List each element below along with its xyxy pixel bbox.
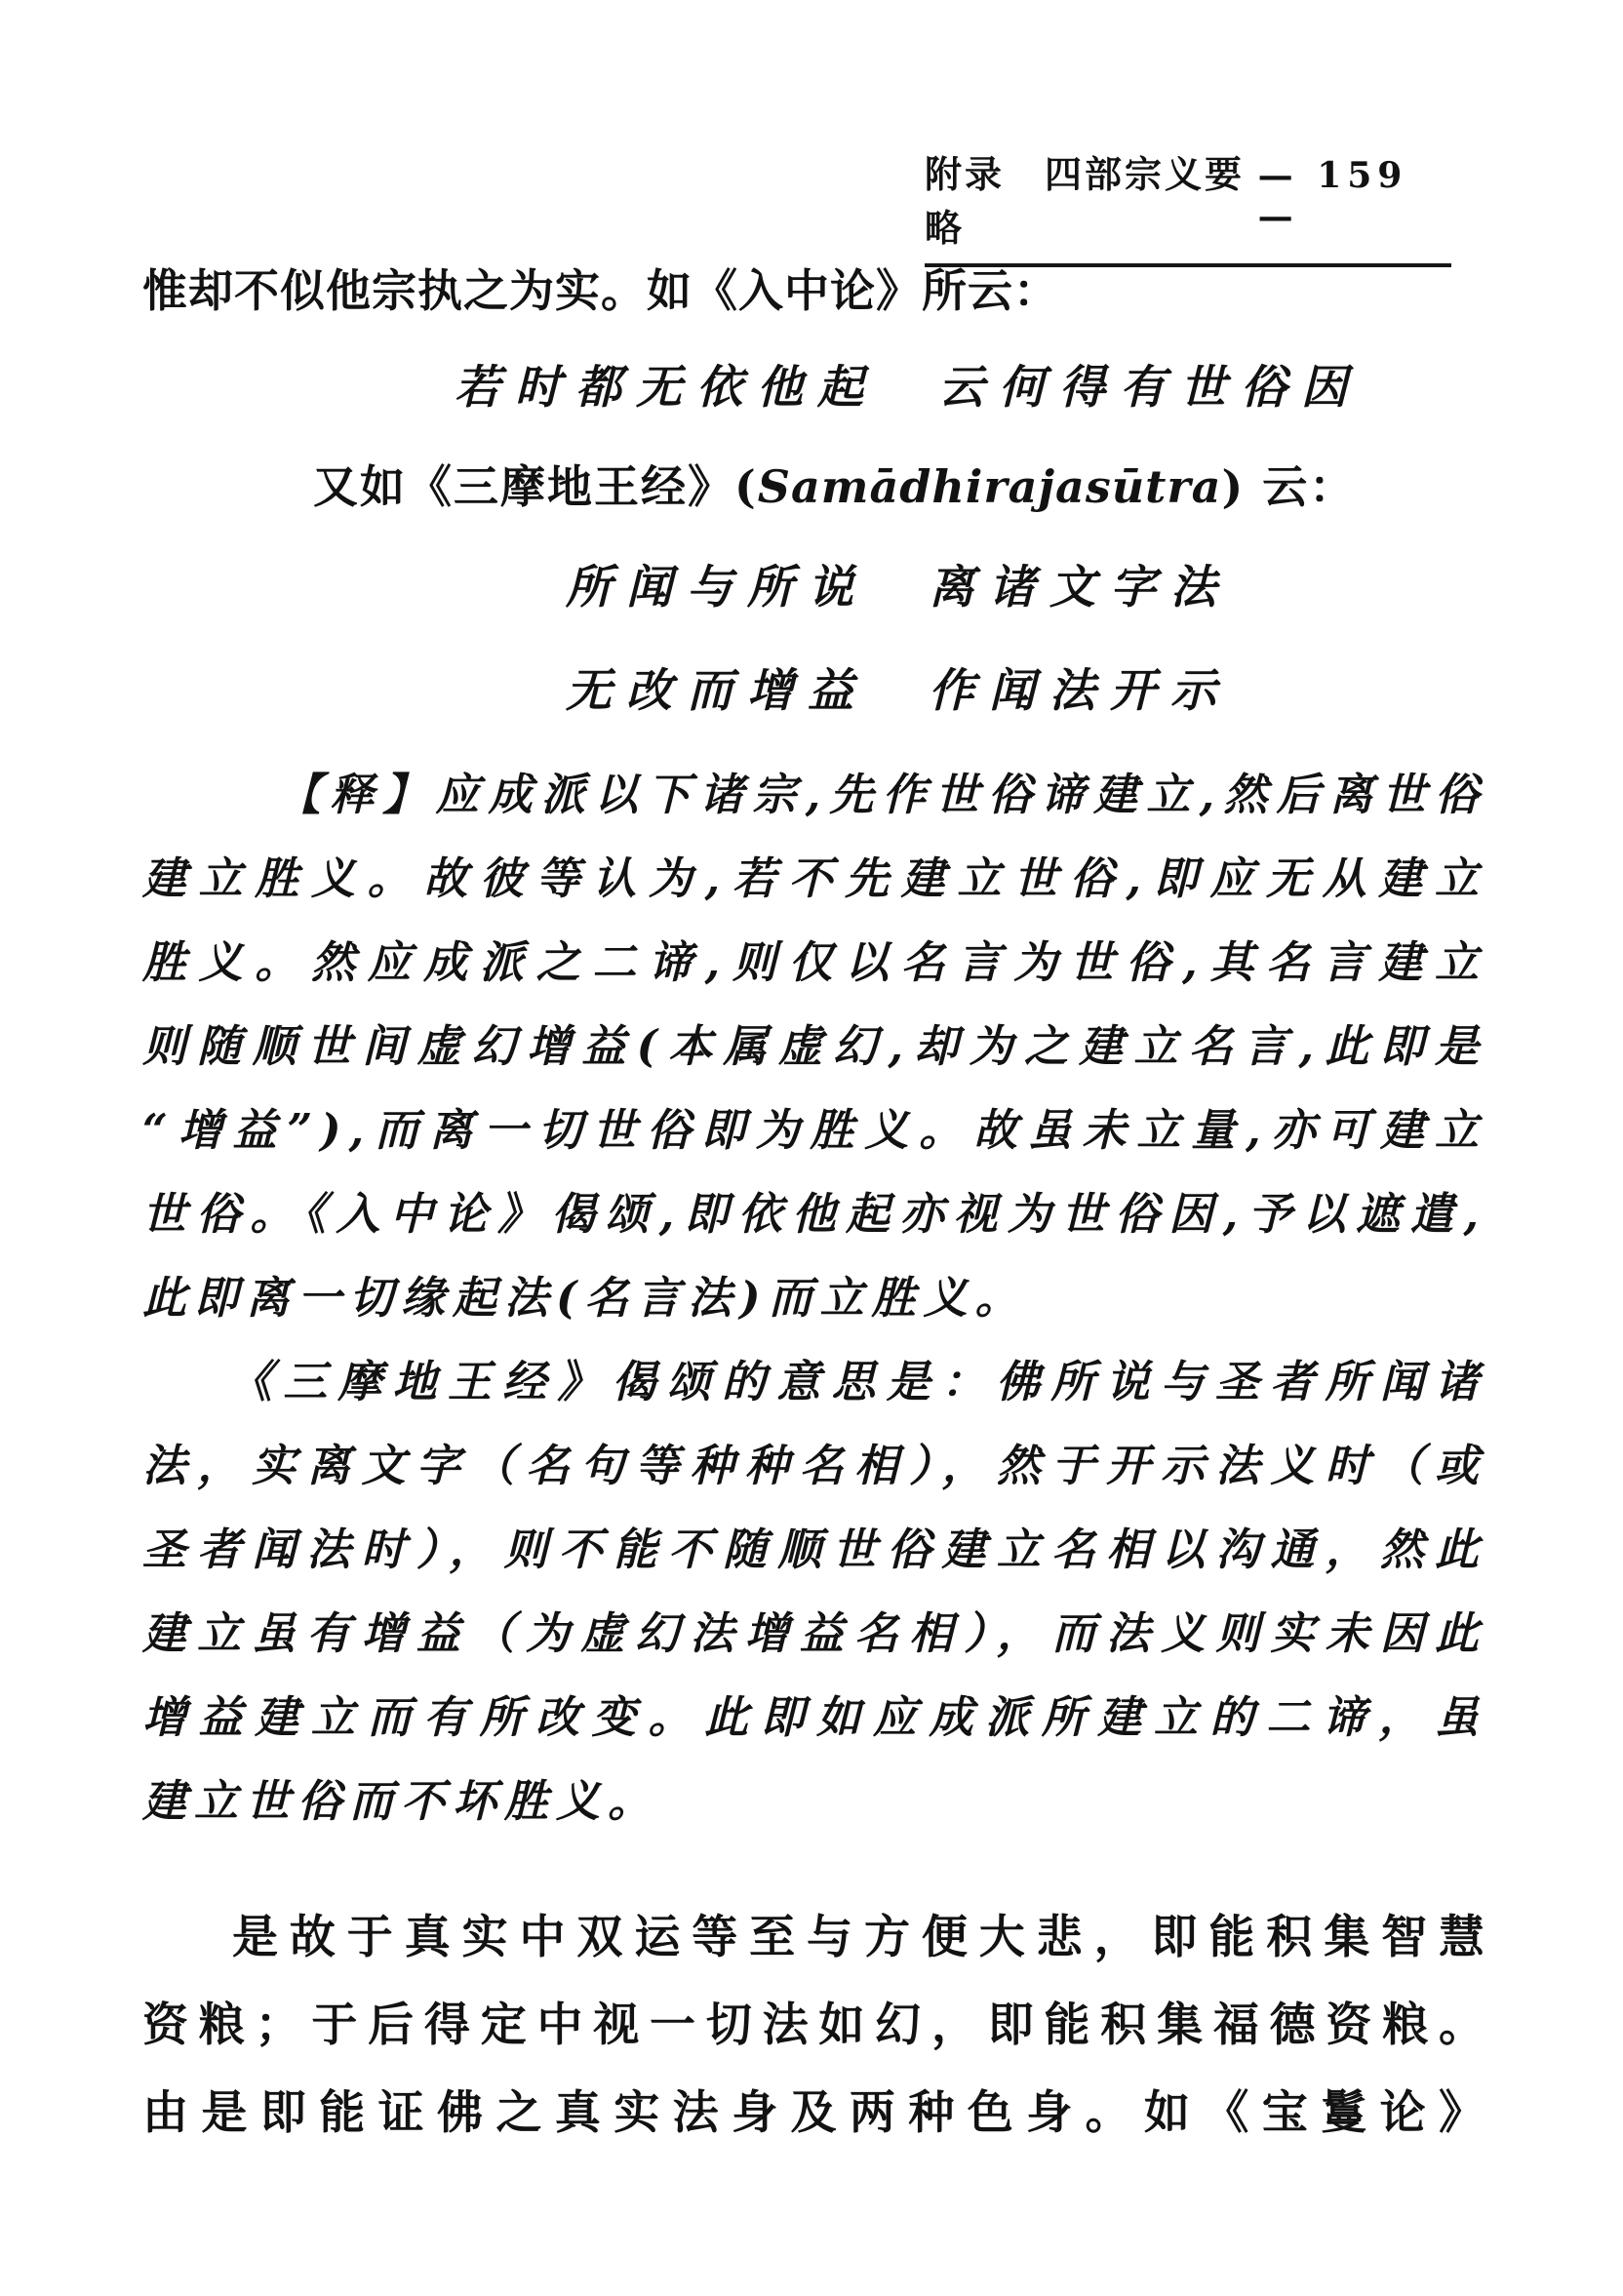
- text-line: 资粮；于后得定中视一切法如幻，即能积集福德资粮。: [142, 1999, 1486, 2052]
- text-line: 此即离一切缘起法(名言法)而立胜义。: [142, 1272, 1027, 1324]
- text-line: “增益”),而离一切世俗即为胜义。故虽未立量,亦可建立: [142, 1104, 1486, 1156]
- commentary-section: [142, 753, 1486, 1843]
- intro-line: 惟却不似他宗执之为实。如《入中论》所云：: [142, 264, 1059, 317]
- citation-line: [142, 437, 1486, 536]
- citation-text-prefix: 又如《三摩地王经》(: [313, 460, 758, 513]
- text-line: 《三摩地王经》偈颂的意思是：佛所说与圣者所闻诸: [228, 1356, 1486, 1407]
- text-line: 【释】应成派以下诸宗,先作世俗谛建立,然后离世俗: [277, 769, 1486, 820]
- text-line: 增益建立而有所改变。此即如应成派所建立的二谛，虽: [142, 1691, 1486, 1743]
- text-line: 建立虽有增益（为虚幻法增益名相），而法义则实未因此: [142, 1607, 1486, 1659]
- verse-line: 所闻与所说 离诸文字法: [566, 561, 1231, 614]
- text-line: 圣者闻法时），则不能不随顺世俗建立名相以沟通，然此: [142, 1524, 1486, 1575]
- running-head-title: 附录 四部宗义要略: [925, 152, 1246, 250]
- text-line: 建立世俗而不坏胜义。: [142, 1775, 660, 1827]
- verse-line: 无改而增益 作闻法开示: [566, 664, 1231, 718]
- closing-section: [142, 1894, 1486, 2157]
- text-line: 是故于真实中双运等至与方便大悲，即能积集智慧: [232, 1911, 1486, 1964]
- intro-section: [142, 242, 1486, 743]
- text-line: 胜义。然应成派之二谛,则仅以名言为世俗,其名言建立: [142, 936, 1486, 988]
- text-line: 世俗。《入中论》偈颂,即依他起亦视为世俗因,予以遮遣,: [142, 1188, 1486, 1240]
- citation-text-suffix: ) 云：: [1221, 460, 1357, 513]
- text-line: 由是即能证佛之真实法身及两种色身。如《宝鬘论》: [142, 2086, 1486, 2140]
- sanskrit-title: Samādhirajasūtra: [757, 460, 1222, 513]
- text-line: 建立胜义。故彼等认为,若不先建立世俗,即应无从建立: [142, 852, 1486, 904]
- text-line: 法，实离文字（名句等种种名相），然于开示法义时（或: [142, 1440, 1486, 1491]
- verse-line: 若时都无依他起 云何得有世俗因: [455, 361, 1362, 415]
- text-line: 则随顺世间虚幻增益(本属虚幻,却为之建立名言,此即是: [142, 1020, 1486, 1072]
- page-number: — 159 —: [1257, 155, 1408, 237]
